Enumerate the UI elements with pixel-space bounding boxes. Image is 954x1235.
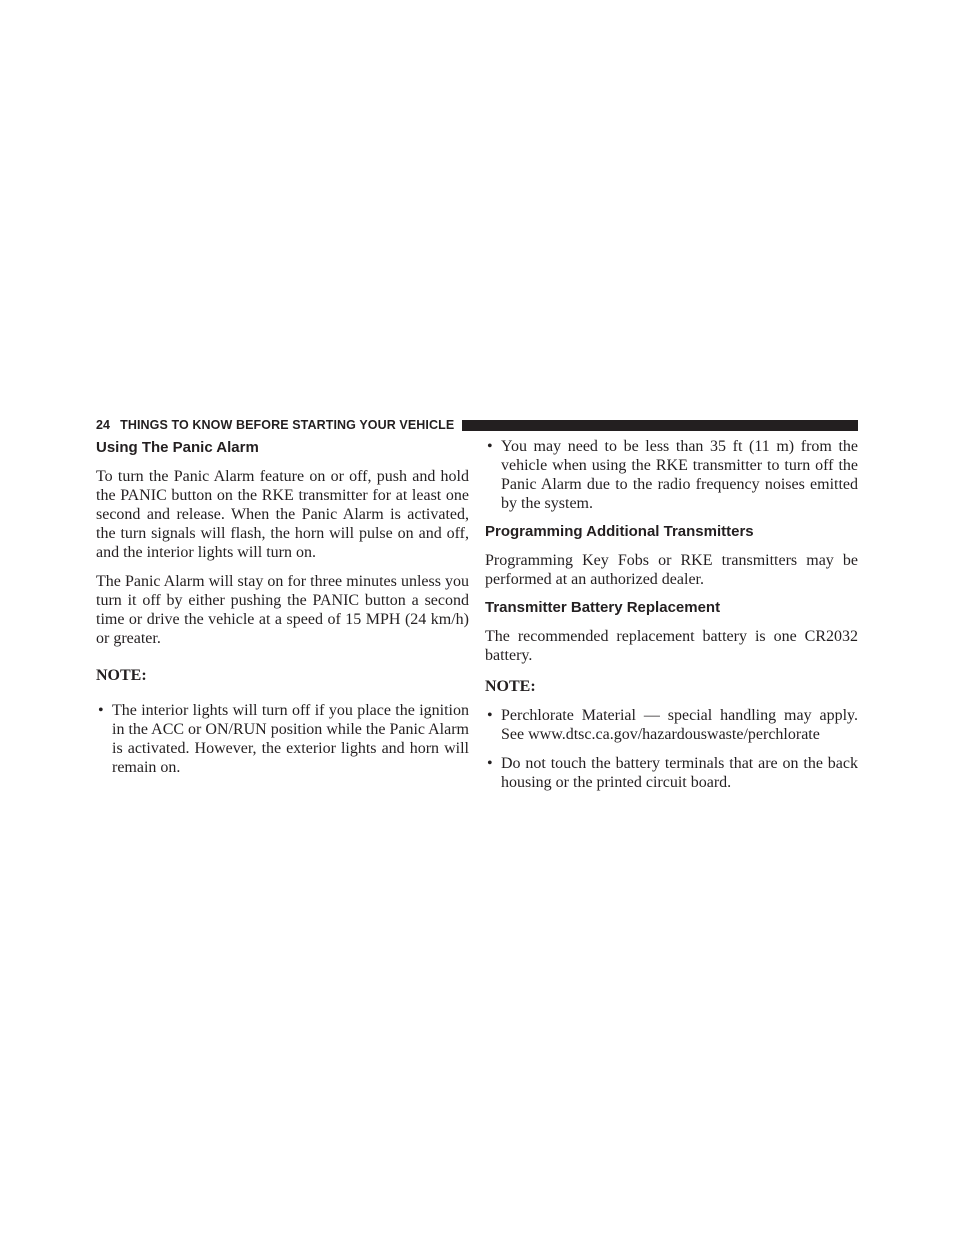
list-item-text: Do not touch the battery terminals that are on the back housing or the printed circuit board. [501, 755, 858, 791]
list-item [485, 437, 858, 513]
page-header [96, 417, 858, 433]
programming-heading: Programming Additional Transmitters [485, 523, 754, 540]
bullet-icon: • [487, 755, 493, 772]
right-column [485, 437, 858, 802]
left-bullet-list [96, 701, 469, 777]
bullet-icon: • [487, 438, 493, 455]
list-item [96, 701, 469, 777]
right-bullet-list [485, 706, 858, 792]
header-rule [462, 420, 858, 431]
battery-paragraph: The recommended replacement battery is one CR2032 battery. [485, 628, 858, 664]
list-item-text: Perchlorate Material — special handling may apply. See www.dtsc.ca.gov/hazardouswaste/perchlorate [501, 707, 858, 743]
note-label: NOTE: [485, 678, 536, 695]
list-item [485, 754, 858, 792]
page-number: 24 [96, 418, 111, 432]
section-title: THINGS TO KNOW BEFORE STARTING YOUR VEHICLE [120, 418, 455, 432]
bullet-icon: • [487, 707, 493, 724]
panic-alarm-paragraph-1: To turn the Panic Alarm feature on or off, push and hold the PANIC button on the RKE transmitter for at least one second and release. When the Panic Alarm is activated, the turn signals will flash, the horn will pulse on and off, and the interior lights will turn on. [96, 468, 469, 561]
panic-alarm-paragraph-2: The Panic Alarm will stay on for three minutes unless you turn it off by either pushing the PANIC button a second time or drive the vehicle at a speed of 15 MPH (24 km/h) or greater. [96, 573, 469, 647]
list-item-text: The interior lights will turn off if you place the ignition in the ACC or ON/RUN position while the Panic Alarm is activated. However, the exterior lights and horn will remain on. [112, 702, 469, 776]
list-item-text: You may need to be less than 35 ft (11 m) from the vehicle when using the RKE transmitter to turn off the Panic Alarm due to the radio frequency noises emitted by the system. [501, 438, 858, 512]
list-item [485, 706, 858, 744]
left-column [96, 437, 469, 787]
right-top-bullet-list [485, 437, 858, 513]
bullet-icon: • [98, 702, 104, 719]
programming-paragraph: Programming Key Fobs or RKE transmitters may be performed at an authorized dealer. [485, 552, 858, 588]
panic-alarm-heading: Using The Panic Alarm [96, 439, 259, 456]
battery-heading: Transmitter Battery Replacement [485, 599, 721, 616]
note-label: NOTE: [96, 667, 147, 684]
